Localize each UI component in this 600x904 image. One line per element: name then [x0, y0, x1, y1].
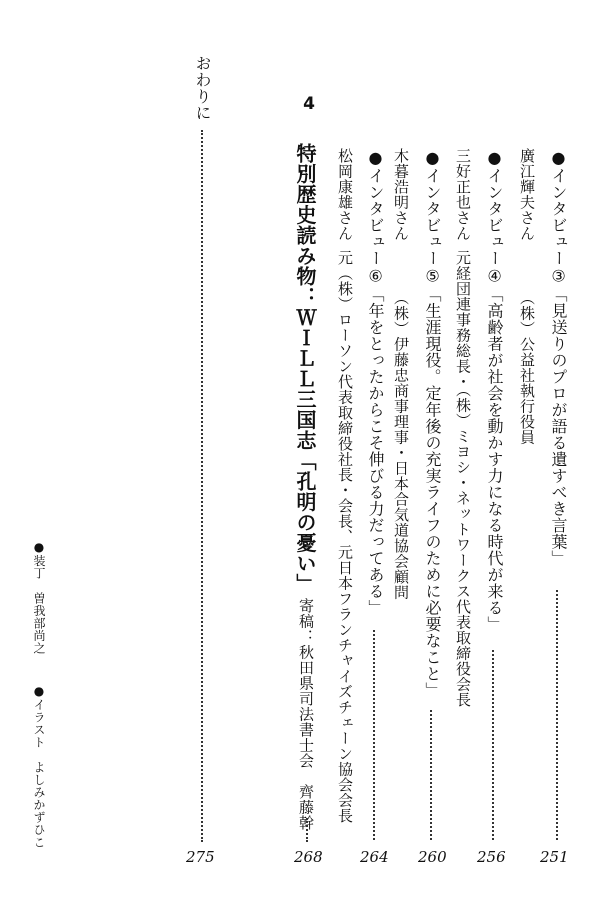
interview-5-title: ●インタビュー⑤「生涯現役。定年後の充実ライフのために必要なこと」: [423, 148, 442, 699]
leader-dots: [556, 590, 558, 840]
chapter-4-contributor: 寄稿：秋田県司法書士会 齊藤幹: [297, 598, 315, 831]
page-number-256: 256: [477, 848, 506, 866]
chapter-number: 4: [299, 94, 319, 115]
interview-3-person: 廣江輝夫さん: [518, 148, 536, 241]
interview-6-role: 元（株）ローソン代表取締役社長・会長、元日本フランチャイズチェーン協会会長: [336, 250, 354, 824]
page-number-275: 275: [186, 848, 215, 866]
credit-binding: ●装丁 曽我部尚之: [32, 540, 46, 655]
interview-4-role: 元経団連事務総長・（株）ミヨシ・ネットワークス代表取締役会長: [454, 250, 472, 708]
interview-4-title: ●インタビュー④「高齢者が社会を動かす力になる時代が来る」: [485, 148, 504, 633]
page-number-260: 260: [418, 848, 447, 866]
leader-dots: [430, 710, 432, 840]
credit-illustration: ●イラスト よしみかずひこ: [32, 684, 46, 849]
leader-dots: [492, 650, 494, 840]
interview-4-person: 三好正也さん: [454, 148, 472, 241]
interview-6-person: 松岡康雄さん: [336, 148, 354, 241]
leader-dots: [373, 630, 375, 840]
page-number-264: 264: [360, 848, 389, 866]
closing-title: おわりに: [193, 55, 212, 121]
interview-3-role: （株）公益社執行役員: [518, 290, 536, 445]
leader-dots: [201, 130, 203, 842]
page-number-251: 251: [540, 848, 569, 866]
interview-6-title: ●インタビュー⑥「年をとったからこそ伸びる力だってある」: [366, 148, 385, 616]
interview-5-role: （株）伊藤忠商事理事・日本合気道協会顧問: [392, 290, 410, 600]
leader-dots: [306, 818, 308, 842]
chapter-4-title: 特別歴史読み物：ＷＩＬＬ三国志「孔明の憂い」: [293, 143, 317, 594]
interview-3-title: ●インタビュー③「見送りのプロが語る遺すべき言葉」: [549, 148, 568, 567]
page-number-268: 268: [294, 848, 323, 866]
interview-5-person: 木暮浩明さん: [392, 148, 410, 241]
